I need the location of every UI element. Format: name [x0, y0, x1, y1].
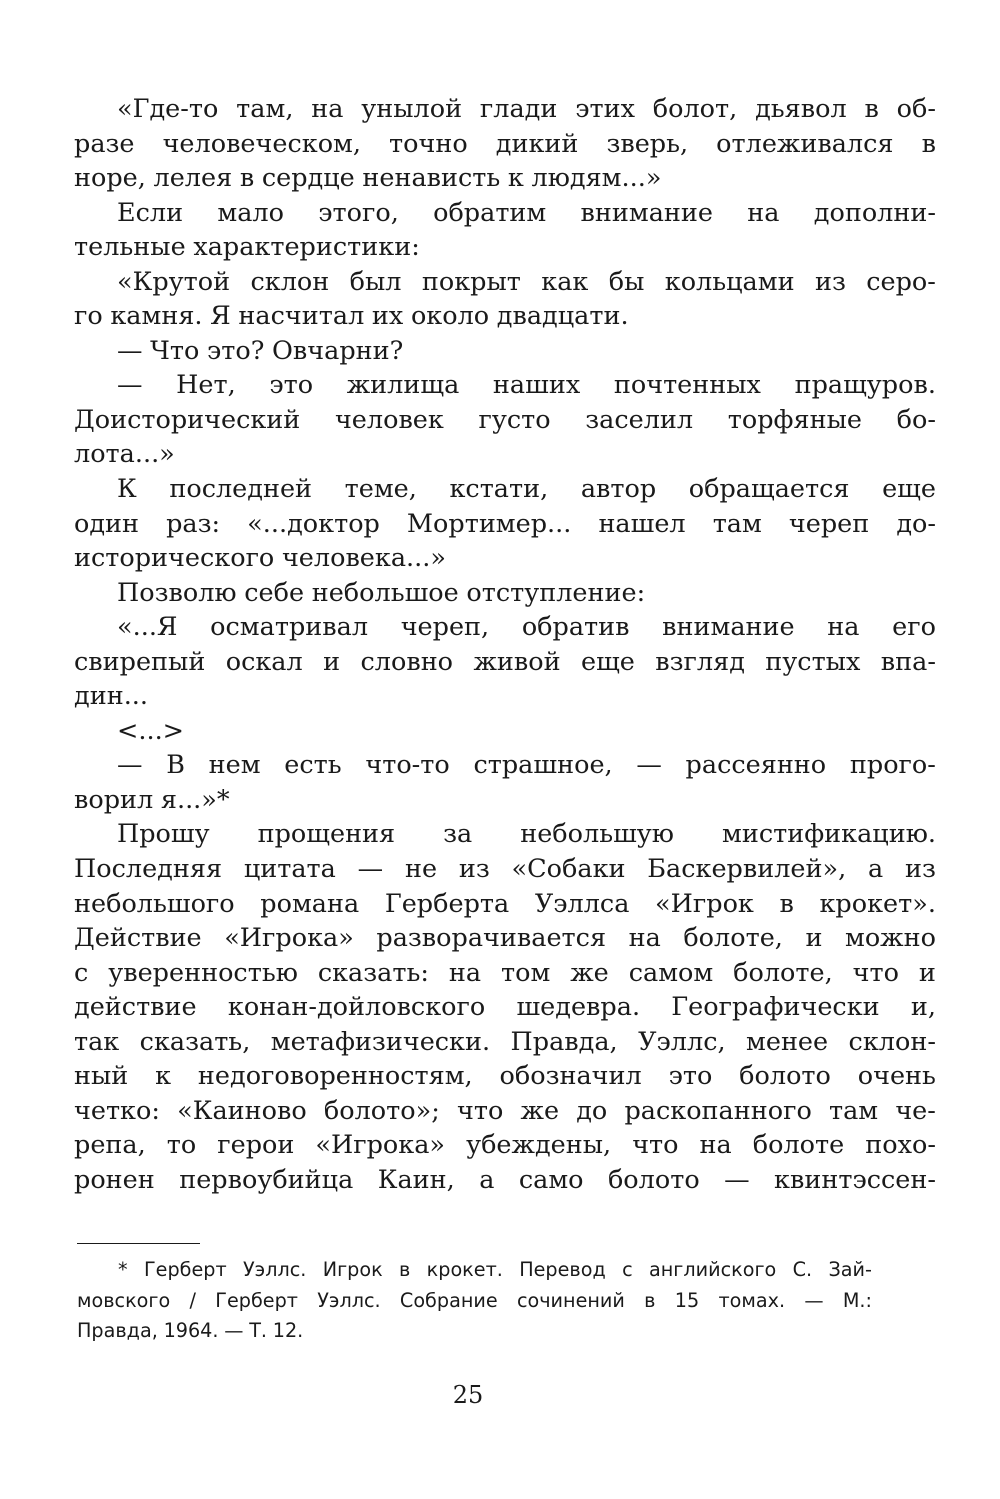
text-line: Действие «Игрока» разворачивается на болоте, и можно: [74, 923, 936, 954]
text-line: лота...»: [74, 439, 175, 470]
page-number: 25: [452, 1381, 484, 1409]
text-line: К последней теме, кстати, автор обращается еще: [117, 474, 936, 505]
text-line: ворил я...»*: [74, 784, 230, 815]
text-line: Последняя цитата — не из «Собаки Баскервилей», а из: [74, 854, 936, 885]
text-line: один раз: «...доктор Мортимер... нашел там череп до-: [74, 508, 936, 539]
text-line: дин...: [74, 681, 149, 712]
text-line: разе человеческом, точно дикий зверь, отлеживался в: [74, 128, 936, 159]
text-line: с уверенностью сказать: на том же самом болоте, что и: [74, 957, 936, 988]
text-line: действие конан-дойловского шедевра. Географически и,: [74, 992, 936, 1023]
text-line: — В нем есть что-то страшное, — рассеянно прого-: [117, 750, 936, 781]
footnote: [77, 1255, 872, 1347]
text-line: ронен первоубийца Каин, а само болото — квинтэссен-: [74, 1164, 936, 1195]
text-line: Прошу прощения за небольшую мистификацию.: [117, 819, 936, 850]
text-line: четко: «Каиново болото»; что же до раскопанного там че-: [74, 1095, 936, 1126]
text-line: ный к недоговоренностям, обозначил это болото очень: [74, 1061, 936, 1092]
text-line: — Что это? Овчарни?: [117, 335, 404, 366]
text-line: норе, лелея в сердце ненависть к людям...»: [74, 163, 662, 194]
text-line: репа, то герои «Игрока» убеждены, что на болоте похо-: [74, 1130, 936, 1161]
text-line: — Нет, это жилища наших почтенных пращуров.: [117, 370, 936, 401]
page-body-text: [74, 92, 936, 1198]
text-line: го камня. Я насчитал их около двадцати.: [74, 301, 629, 332]
text-line: исторического человека...»: [74, 543, 446, 574]
text-line: свирепый оскал и словно живой еще взгляд пустых впа-: [74, 646, 936, 677]
text-line: небольшого романа Герберта Уэллса «Игрок в крокет».: [74, 888, 936, 919]
text-line: Позволю себе небольшое отступление:: [117, 577, 646, 608]
text-line: «...Я осматривал череп, обратив внимание на его: [117, 612, 936, 643]
footnote-line: Правда, 1964. — Т. 12.: [77, 1319, 304, 1342]
text-line: «Где-то там, на унылой глади этих болот, дьявол в об-: [117, 94, 936, 124]
text-line: Доисторический человек густо заселил торфяные бо-: [74, 404, 936, 435]
footnote-line: мовского / Герберт Уэллс. Собрание сочинений в 15 томах. — М.:: [77, 1288, 872, 1312]
text-line: <...>: [117, 715, 185, 746]
text-line: «Крутой склон был покрыт как бы кольцами из серо-: [117, 266, 936, 297]
footnote-divider: [77, 1243, 200, 1244]
text-line: тельные характеристики:: [74, 232, 420, 263]
text-line: так сказать, метафизически. Правда, Уэллс, менее склон-: [74, 1026, 936, 1057]
footnote-line: * Герберт Уэллс. Игрок в крокет. Перевод с английского С. Зай-: [118, 1258, 872, 1281]
text-line: Если мало этого, обратим внимание на дополни-: [117, 197, 936, 228]
